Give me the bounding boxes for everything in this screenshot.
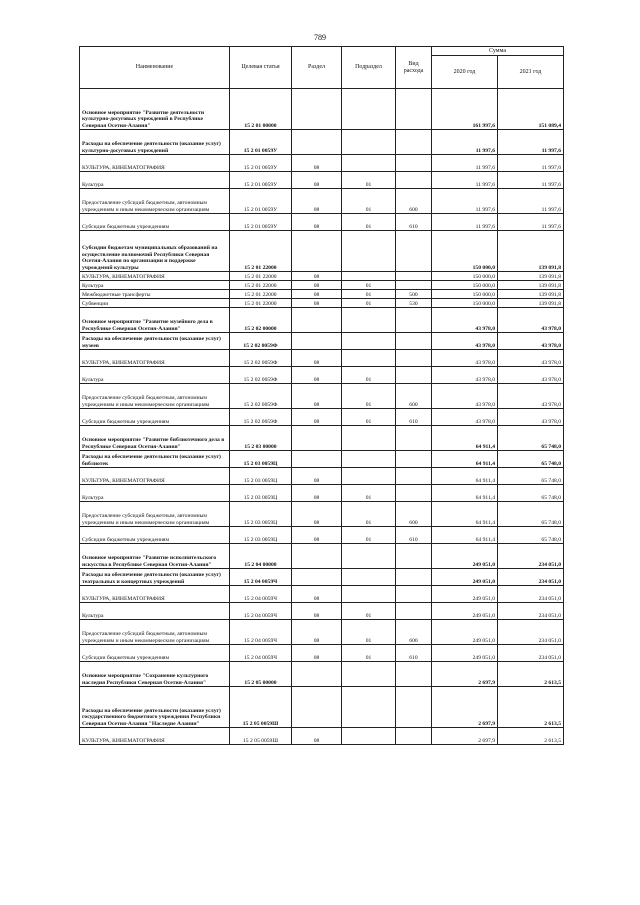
- cell-sum-2020: 43 978,0: [432, 350, 498, 367]
- cell-section: 08: [292, 350, 342, 367]
- cell-target-article: 15 2 01 22000: [230, 231, 292, 272]
- cell-section: [292, 308, 342, 333]
- cell-subsection: [342, 687, 396, 728]
- cell-section: 08: [292, 620, 342, 645]
- cell-expense-type: [396, 89, 432, 130]
- cell-sum-2020: 150 000,0: [432, 272, 498, 281]
- cell-subsection: 01: [342, 409, 396, 426]
- table-row: [80, 333, 564, 350]
- cell-sum-2020: 43 978,0: [432, 409, 498, 426]
- cell-target-article: 15 2 04 0059Ч: [230, 586, 292, 603]
- cell-target-article: 15 2 05 00000: [230, 662, 292, 687]
- cell-expense-type: [396, 231, 432, 272]
- cell-name: Культура: [80, 172, 230, 189]
- cell-section: 08: [292, 272, 342, 281]
- cell-target-article: 15 2 03 00000: [230, 426, 292, 451]
- table-row: [80, 299, 564, 308]
- cell-sum-2021: 139 091,8: [498, 272, 564, 281]
- cell-subsection: 01: [342, 367, 396, 384]
- cell-section: [292, 662, 342, 687]
- cell-expense-type: 600: [396, 384, 432, 409]
- table-row: [80, 586, 564, 603]
- table-row: [80, 130, 564, 155]
- cell-subsection: 01: [342, 384, 396, 409]
- header-sum: Сумма: [432, 47, 564, 56]
- cell-subsection: [342, 308, 396, 333]
- table-row: [80, 426, 564, 451]
- cell-target-article: 15 2 01 0059У: [230, 189, 292, 214]
- cell-section: 08: [292, 384, 342, 409]
- cell-expense-type: [396, 451, 432, 468]
- cell-sum-2021: 43 978,0: [498, 350, 564, 367]
- cell-target-article: 15 2 04 0059Ч: [230, 603, 292, 620]
- cell-target-article: 15 2 03 0059Ц: [230, 485, 292, 502]
- cell-name: Предоставление субсидий бюджетным, автономным учреждениям и иным некоммерческим организациям: [80, 502, 230, 527]
- cell-name: Основное мероприятие "Развитие деятельности культурно-досуговых учреждений в Республике Северная Осетия-Алания": [80, 89, 230, 130]
- cell-name: КУЛЬТУРА, КИНЕМАТОГРАФИЯ: [80, 272, 230, 281]
- cell-expense-type: [396, 272, 432, 281]
- cell-target-article: 15 2 03 0059Ц: [230, 527, 292, 544]
- table-row: [80, 172, 564, 189]
- cell-name: Субсидии бюджетным учреждениям: [80, 645, 230, 662]
- cell-name: Основное мероприятие "Сохранение культурного наследия Республики Северная Осетия-Алания": [80, 662, 230, 687]
- cell-name: КУЛЬТУРА, КИНЕМАТОГРАФИЯ: [80, 468, 230, 485]
- cell-name: Субвенции: [80, 299, 230, 308]
- cell-subsection: [342, 544, 396, 569]
- cell-sum-2020: 2 697,9: [432, 687, 498, 728]
- cell-sum-2021: 139 091,8: [498, 299, 564, 308]
- cell-name: Культура: [80, 281, 230, 290]
- cell-section: [292, 89, 342, 130]
- cell-sum-2020: 64 911,4: [432, 527, 498, 544]
- cell-section: [292, 569, 342, 586]
- cell-subsection: [342, 426, 396, 451]
- cell-sum-2021: 65 748,0: [498, 502, 564, 527]
- cell-sum-2021: 11 997,6: [498, 130, 564, 155]
- cell-sum-2020: 11 997,6: [432, 189, 498, 214]
- cell-sum-2020: 249 051,0: [432, 544, 498, 569]
- cell-subsection: 01: [342, 502, 396, 527]
- cell-sum-2020: 2 697,9: [432, 728, 498, 745]
- budget-table: [79, 46, 564, 745]
- cell-target-article: 15 2 01 00000: [230, 89, 292, 130]
- cell-section: 08: [292, 281, 342, 290]
- cell-expense-type: [396, 687, 432, 728]
- cell-subsection: 01: [342, 603, 396, 620]
- cell-name: КУЛЬТУРА, КИНЕМАТОГРАФИЯ: [80, 586, 230, 603]
- cell-sum-2020: 150 000,0: [432, 281, 498, 290]
- table-body: [80, 89, 564, 745]
- cell-section: 08: [292, 527, 342, 544]
- table-row: [80, 502, 564, 527]
- cell-section: 08: [292, 214, 342, 231]
- cell-sum-2020: 11 997,6: [432, 155, 498, 172]
- cell-name: КУЛЬТУРА, КИНЕМАТОГРАФИЯ: [80, 728, 230, 745]
- cell-expense-type: 600: [396, 620, 432, 645]
- table-row: [80, 367, 564, 384]
- cell-target-article: 15 2 01 22000: [230, 272, 292, 281]
- cell-sum-2020: 249 051,0: [432, 586, 498, 603]
- cell-sum-2021: 234 051,0: [498, 603, 564, 620]
- cell-name: Субсидии бюджетным учреждениям: [80, 527, 230, 544]
- table-row: [80, 620, 564, 645]
- cell-sum-2021: 234 051,0: [498, 645, 564, 662]
- cell-sum-2021: 65 748,0: [498, 485, 564, 502]
- table-row: [80, 281, 564, 290]
- cell-sum-2020: 249 051,0: [432, 569, 498, 586]
- cell-target-article: 15 2 04 00000: [230, 544, 292, 569]
- cell-subsection: [342, 333, 396, 350]
- cell-sum-2020: 2 697,9: [432, 662, 498, 687]
- cell-subsection: [342, 728, 396, 745]
- cell-section: 08: [292, 409, 342, 426]
- cell-sum-2020: 150 000,0: [432, 299, 498, 308]
- cell-section: [292, 231, 342, 272]
- cell-target-article: 15 2 04 0059Ч: [230, 645, 292, 662]
- cell-subsection: [342, 155, 396, 172]
- cell-section: 08: [292, 367, 342, 384]
- cell-subsection: 01: [342, 620, 396, 645]
- cell-name: Предоставление субсидий бюджетным, автономным учреждениям и иным некоммерческим организациям: [80, 189, 230, 214]
- cell-sum-2021: 11 997,6: [498, 172, 564, 189]
- cell-target-article: 15 2 02 0059Ф: [230, 384, 292, 409]
- cell-name: Культура: [80, 367, 230, 384]
- cell-sum-2021: 11 997,6: [498, 189, 564, 214]
- cell-expense-type: 610: [396, 409, 432, 426]
- cell-name: Расходы на обеспечение деятельности (оказание услуг) театральных и концертных учреждений: [80, 569, 230, 586]
- cell-expense-type: 600: [396, 502, 432, 527]
- cell-section: [292, 544, 342, 569]
- cell-expense-type: [396, 333, 432, 350]
- table-row: [80, 569, 564, 586]
- cell-subsection: [342, 468, 396, 485]
- table-row: [80, 687, 564, 728]
- cell-sum-2021: 11 997,6: [498, 214, 564, 231]
- cell-name: Основное мероприятие "Развитие библиотечного дела в Республике Северная Осетия-Алания": [80, 426, 230, 451]
- cell-expense-type: [396, 662, 432, 687]
- cell-sum-2021: 65 748,0: [498, 451, 564, 468]
- cell-name: Субсидии бюджетным учреждениям: [80, 409, 230, 426]
- cell-sum-2020: 64 911,4: [432, 468, 498, 485]
- cell-expense-type: [396, 586, 432, 603]
- table-row: [80, 350, 564, 367]
- cell-subsection: 01: [342, 527, 396, 544]
- cell-expense-type: [396, 603, 432, 620]
- table-row: [80, 603, 564, 620]
- cell-expense-type: 530: [396, 299, 432, 308]
- cell-expense-type: [396, 308, 432, 333]
- cell-section: 08: [292, 290, 342, 299]
- cell-name: Расходы на обеспечение деятельности (оказание услуг) культурно-досуговых учреждений: [80, 130, 230, 155]
- table-row: [80, 527, 564, 544]
- cell-sum-2021: 139 091,8: [498, 281, 564, 290]
- cell-name: Предоставление субсидий бюджетным, автономным учреждениям и иным некоммерческим организациям: [80, 620, 230, 645]
- cell-expense-type: [396, 485, 432, 502]
- cell-sum-2020: 11 997,6: [432, 172, 498, 189]
- cell-target-article: 15 2 02 0059Ф: [230, 409, 292, 426]
- table-row: [80, 272, 564, 281]
- cell-expense-type: [396, 350, 432, 367]
- cell-expense-type: 610: [396, 645, 432, 662]
- table-row: [80, 290, 564, 299]
- cell-target-article: 15 2 03 0059Ц: [230, 502, 292, 527]
- cell-target-article: 15 2 02 0059Ф: [230, 350, 292, 367]
- cell-sum-2020: 249 051,0: [432, 645, 498, 662]
- cell-sum-2020: 249 051,0: [432, 603, 498, 620]
- cell-name: Предоставление субсидий бюджетным, автономным учреждениям и иным некоммерческим организациям: [80, 384, 230, 409]
- cell-sum-2021: 43 978,0: [498, 367, 564, 384]
- cell-name: КУЛЬТУРА, КИНЕМАТОГРАФИЯ: [80, 350, 230, 367]
- cell-sum-2021: 2 613,5: [498, 662, 564, 687]
- cell-target-article: 15 2 02 0059Ф: [230, 367, 292, 384]
- cell-target-article: 15 2 01 0059У: [230, 172, 292, 189]
- table-header: [80, 47, 564, 89]
- cell-target-article: 15 2 01 22000: [230, 281, 292, 290]
- cell-target-article: 15 2 01 0059У: [230, 130, 292, 155]
- header-year-2021: 2021 год: [498, 56, 564, 89]
- cell-subsection: [342, 231, 396, 272]
- cell-subsection: 01: [342, 290, 396, 299]
- cell-expense-type: [396, 426, 432, 451]
- cell-sum-2021: 43 978,0: [498, 308, 564, 333]
- cell-subsection: [342, 272, 396, 281]
- cell-section: [292, 130, 342, 155]
- cell-sum-2021: 43 978,0: [498, 333, 564, 350]
- cell-target-article: 15 2 03 0059Ц: [230, 451, 292, 468]
- cell-target-article: 15 2 01 0059У: [230, 214, 292, 231]
- header-section: Раздел: [292, 47, 342, 89]
- table-row: [80, 384, 564, 409]
- cell-name: Субсидии бюджетным учреждениям: [80, 214, 230, 231]
- cell-section: 08: [292, 645, 342, 662]
- header-subsection: Подраздел: [342, 47, 396, 89]
- cell-sum-2020: 150 000,0: [432, 290, 498, 299]
- cell-subsection: [342, 350, 396, 367]
- cell-subsection: [342, 662, 396, 687]
- cell-target-article: 15 2 03 0059Ц: [230, 468, 292, 485]
- cell-sum-2020: 43 978,0: [432, 308, 498, 333]
- cell-name: Расходы на обеспечение деятельности (оказание услуг) музеев: [80, 333, 230, 350]
- cell-sum-2020: 43 978,0: [432, 333, 498, 350]
- table-row: [80, 214, 564, 231]
- table-row: [80, 468, 564, 485]
- cell-section: 08: [292, 468, 342, 485]
- cell-section: 08: [292, 502, 342, 527]
- cell-expense-type: 610: [396, 527, 432, 544]
- cell-sum-2020: 43 978,0: [432, 384, 498, 409]
- cell-section: [292, 426, 342, 451]
- cell-sum-2021: 234 051,0: [498, 569, 564, 586]
- cell-sum-2021: 234 051,0: [498, 586, 564, 603]
- cell-target-article: 15 2 02 0059Ф: [230, 333, 292, 350]
- cell-expense-type: [396, 728, 432, 745]
- cell-expense-type: [396, 367, 432, 384]
- cell-sum-2021: 234 051,0: [498, 544, 564, 569]
- table-row: [80, 89, 564, 130]
- cell-sum-2020: 249 051,0: [432, 620, 498, 645]
- cell-subsection: [342, 89, 396, 130]
- cell-sum-2021: 2 613,5: [498, 687, 564, 728]
- cell-target-article: 15 2 01 22000: [230, 299, 292, 308]
- cell-name: Субсидии бюджетам муниципальных образований на осуществление полномочий Республики Северная Осетия-Алания по организации и поддержке учреждений культуры: [80, 231, 230, 272]
- cell-name: Основное мероприятие "Развитие исполнительского искусства в Республике Северная Осетия-Алания": [80, 544, 230, 569]
- table-row: [80, 662, 564, 687]
- cell-section: 08: [292, 586, 342, 603]
- cell-subsection: 01: [342, 485, 396, 502]
- cell-expense-type: [396, 281, 432, 290]
- cell-sum-2020: 43 978,0: [432, 367, 498, 384]
- cell-sum-2021: 11 997,6: [498, 155, 564, 172]
- cell-name: Межбюджетные трансферты: [80, 290, 230, 299]
- cell-sum-2020: 11 997,6: [432, 214, 498, 231]
- cell-expense-type: [396, 569, 432, 586]
- cell-sum-2021: 234 051,0: [498, 620, 564, 645]
- cell-section: 08: [292, 299, 342, 308]
- cell-sum-2021: 65 748,0: [498, 468, 564, 485]
- page-number: 789: [314, 33, 326, 42]
- cell-sum-2020: 11 997,6: [432, 130, 498, 155]
- cell-name: КУЛЬТУРА, КИНЕМАТОГРАФИЯ: [80, 155, 230, 172]
- cell-expense-type: 610: [396, 214, 432, 231]
- cell-name: Расходы на обеспечение деятельности (оказание услуг) государственного бюджетного учреждения Республики Северная Осетия-Алания "Наследие Алании": [80, 687, 230, 728]
- cell-sum-2021: 65 748,0: [498, 527, 564, 544]
- cell-sum-2020: 64 911,4: [432, 485, 498, 502]
- cell-target-article: 15 2 04 0059Ч: [230, 569, 292, 586]
- header-name: Наименование: [80, 47, 230, 89]
- cell-name: Культура: [80, 603, 230, 620]
- cell-section: 08: [292, 189, 342, 214]
- cell-target-article: 15 2 01 22000: [230, 290, 292, 299]
- cell-subsection: [342, 130, 396, 155]
- cell-target-article: 15 2 01 0059У: [230, 155, 292, 172]
- cell-subsection: [342, 586, 396, 603]
- cell-expense-type: 600: [396, 189, 432, 214]
- cell-sum-2021: 65 748,0: [498, 426, 564, 451]
- cell-target-article: 15 2 05 0059Ш: [230, 728, 292, 745]
- header-target-article: Целевая статья: [230, 47, 292, 89]
- cell-section: 08: [292, 155, 342, 172]
- cell-sum-2020: 64 911,4: [432, 451, 498, 468]
- table-row: [80, 409, 564, 426]
- header-expense-type: Вид расхода: [396, 47, 432, 89]
- cell-sum-2021: 43 978,0: [498, 409, 564, 426]
- cell-target-article: 15 2 04 0059Ч: [230, 620, 292, 645]
- cell-subsection: 01: [342, 214, 396, 231]
- cell-section: [292, 451, 342, 468]
- table-row: [80, 485, 564, 502]
- table-row: [80, 155, 564, 172]
- table-row: [80, 728, 564, 745]
- cell-subsection: 01: [342, 189, 396, 214]
- cell-expense-type: [396, 155, 432, 172]
- table-row: [80, 231, 564, 272]
- cell-expense-type: [396, 172, 432, 189]
- cell-subsection: [342, 569, 396, 586]
- table-row: [80, 645, 564, 662]
- cell-section: [292, 687, 342, 728]
- cell-target-article: 15 2 05 0059Ш: [230, 687, 292, 728]
- table-row: [80, 308, 564, 333]
- cell-expense-type: [396, 130, 432, 155]
- cell-sum-2021: 139 091,8: [498, 231, 564, 272]
- table-row: [80, 451, 564, 468]
- cell-section: 08: [292, 485, 342, 502]
- cell-target-article: 15 2 02 00000: [230, 308, 292, 333]
- cell-subsection: 01: [342, 172, 396, 189]
- cell-expense-type: 500: [396, 290, 432, 299]
- cell-section: 08: [292, 172, 342, 189]
- cell-sum-2021: 139 091,8: [498, 290, 564, 299]
- cell-name: Основное мероприятие "Развитие музейного дела в Республике Северная Осетия-Алания": [80, 308, 230, 333]
- cell-name: Культура: [80, 485, 230, 502]
- cell-sum-2020: 150 000,0: [432, 231, 498, 272]
- cell-sum-2020: 64 911,4: [432, 426, 498, 451]
- cell-sum-2021: 151 089,4: [498, 89, 564, 130]
- cell-subsection: 01: [342, 299, 396, 308]
- cell-section: 08: [292, 728, 342, 745]
- header-year-2020: 2020 год: [432, 56, 498, 89]
- table-row: [80, 544, 564, 569]
- cell-sum-2021: 2 613,5: [498, 728, 564, 745]
- cell-sum-2020: 64 911,4: [432, 502, 498, 527]
- cell-subsection: [342, 451, 396, 468]
- cell-sum-2020: 161 997,6: [432, 89, 498, 130]
- cell-expense-type: [396, 544, 432, 569]
- cell-subsection: 01: [342, 281, 396, 290]
- cell-sum-2021: 43 978,0: [498, 384, 564, 409]
- cell-section: 08: [292, 603, 342, 620]
- cell-expense-type: [396, 468, 432, 485]
- table-row: [80, 189, 564, 214]
- cell-section: [292, 333, 342, 350]
- cell-subsection: 01: [342, 645, 396, 662]
- cell-name: Расходы на обеспечение деятельности (оказание услуг) библиотек: [80, 451, 230, 468]
